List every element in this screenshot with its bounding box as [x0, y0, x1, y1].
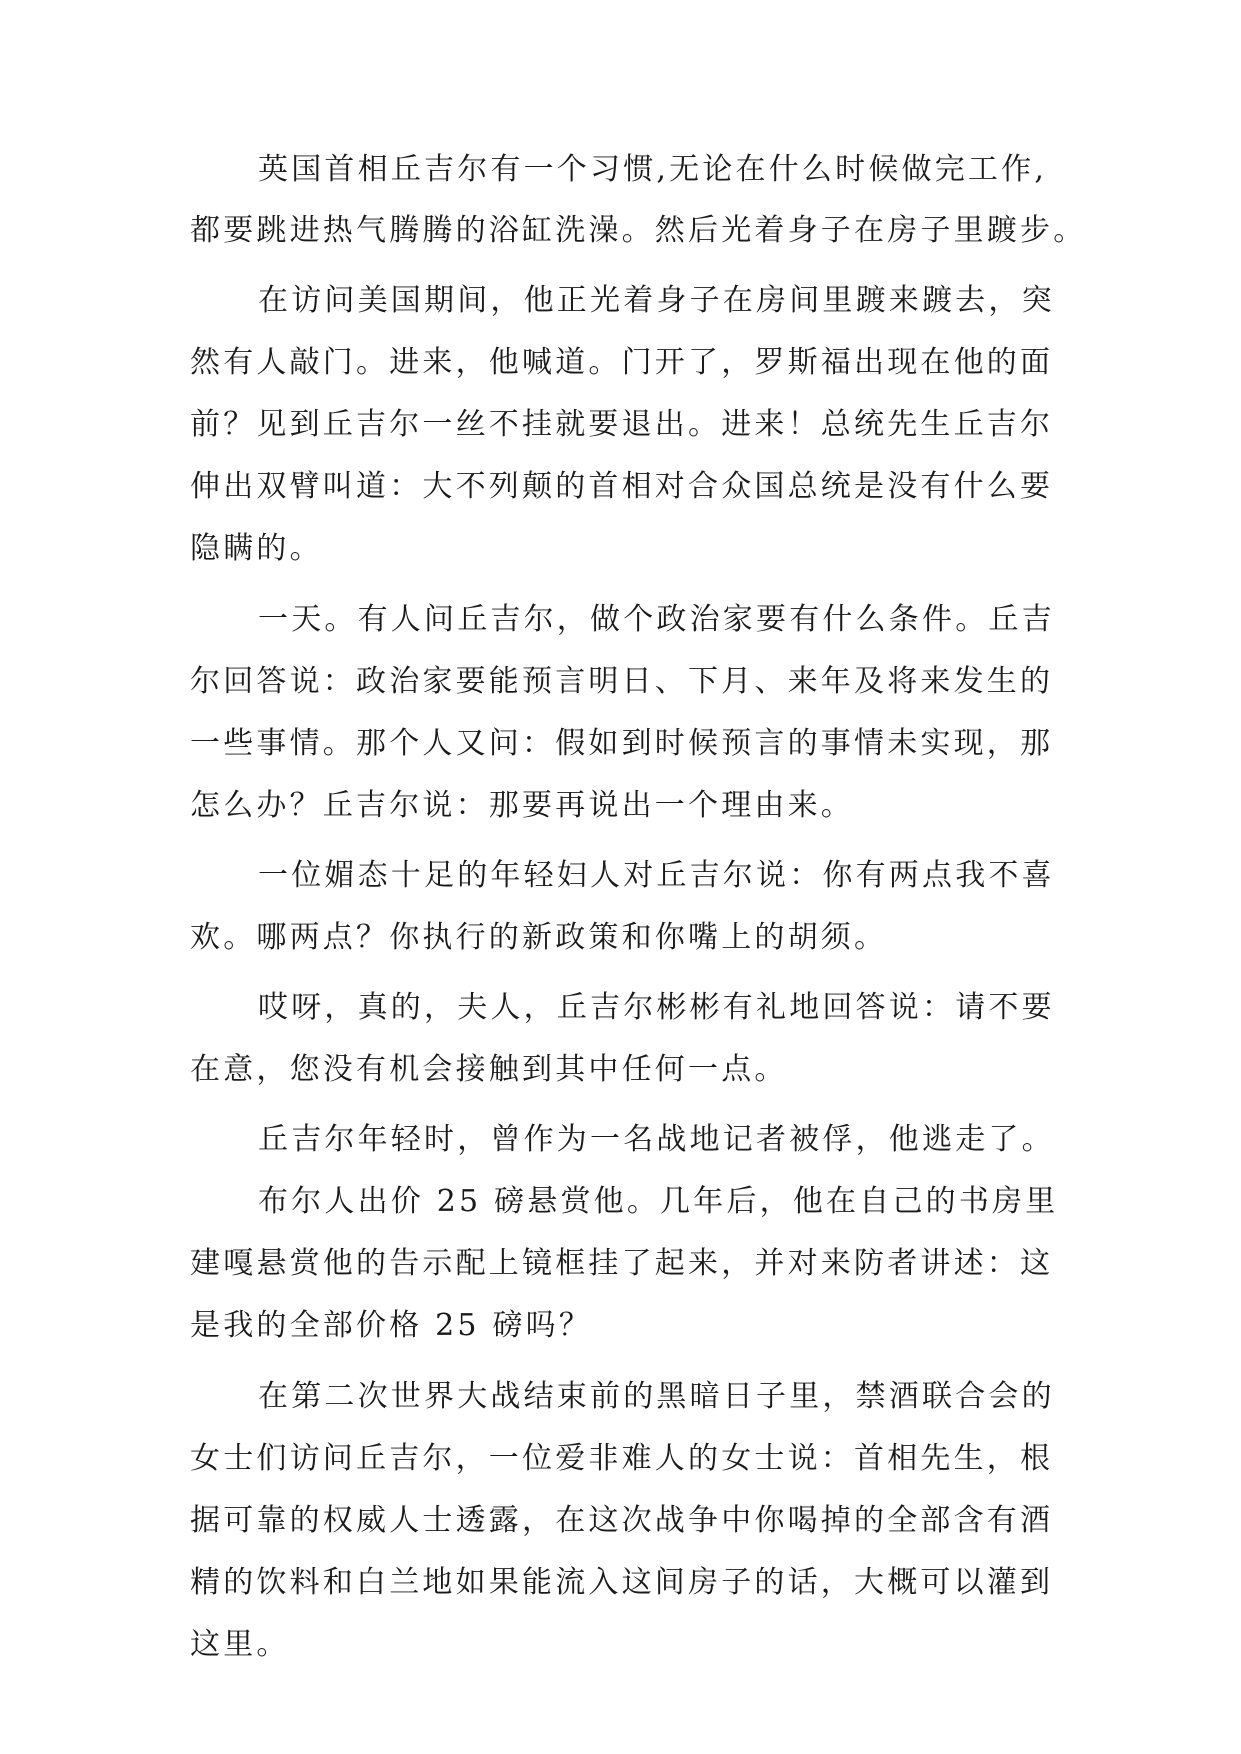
text-line: 建嘎悬赏他的告示配上镜框挂了起来，并对来防者讲述：这: [190, 1246, 1054, 1281]
text-line: 这里。: [190, 1627, 290, 1662]
text-line: 在访问美国期间，他正光着身子在房间里踱来踱去，突: [258, 283, 1055, 318]
text-line: 尔回答说：政治家要能预言明日、下月、来年及将来发生的: [190, 664, 1054, 699]
text-line: 怎么办？丘吉尔说：那要再说出一个理由来。: [190, 788, 854, 823]
text-line: 隐瞒的。: [190, 531, 323, 566]
text-line: 在第二次世界大战结束前的黑暗日子里，禁酒联合会的: [258, 1379, 1055, 1414]
text-line: 伸出双臂叫道：大不列颠的首相对合众国总统是没有什么要: [190, 469, 1054, 504]
text-line: 英国首相丘吉尔有一个习惯,无论在什么时候做完工作,: [258, 152, 1048, 187]
text-line: 丘吉尔年轻时，曾作为一名战地记者被俘，他逃走了。: [258, 1122, 1055, 1157]
text-line: 精的饮料和白兰地如果能流入这间房子的话，大概可以灌到: [190, 1565, 1054, 1600]
text-line: 布尔人出价 25 磅悬赏他。几年后，他在自己的书房里: [258, 1184, 1059, 1219]
text-line: 哎呀，真的，夫人，丘吉尔彬彬有礼地回答说：请不要: [258, 990, 1055, 1025]
text-line: 欢。哪两点？你执行的新政策和你嘴上的胡须。: [190, 920, 888, 955]
text-line: 据可靠的权威人士透露，在这次战争中你喝掉的全部含有酒: [190, 1503, 1054, 1538]
text-line: 一些事情。那个人又问：假如到时候预言的事情未实现，那: [190, 726, 1054, 761]
text-line: 然有人敲门。进来，他喊道。门开了，罗斯福出现在他的面: [190, 345, 1054, 380]
text-line: 女士们访问丘吉尔，一位爱非难人的女士说：首相先生，根: [190, 1441, 1054, 1476]
text-line: 一天。有人问丘吉尔，做个政治家要有什么条件。丘吉: [258, 602, 1055, 637]
text-line: 在意，您没有机会接触到其中任何一点。: [190, 1052, 788, 1087]
text-line: 前？见到丘吉尔一丝不挂就要退出。进来！总统先生丘吉尔: [190, 407, 1054, 442]
text-line: 一位媚态十足的年轻妇人对丘吉尔说：你有两点我不喜: [258, 858, 1055, 893]
text-line: 是我的全部价格 25 磅吗？: [190, 1308, 593, 1343]
text-line: 都要跳进热气腾腾的浴缸洗澡。然后光着身子在房子里踱步。: [190, 213, 1087, 248]
